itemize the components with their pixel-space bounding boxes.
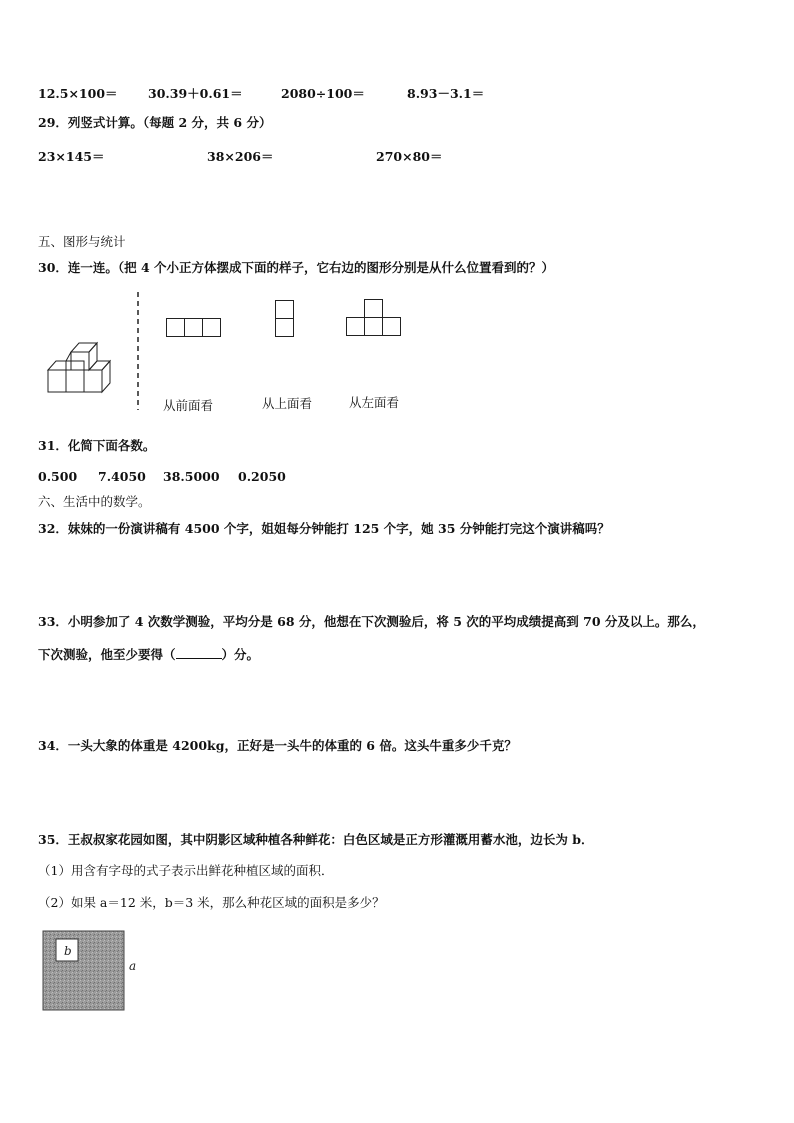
q35-sub-2: （2）如果 a＝12 米，b＝3 米，那么种花区域的面积是多少？ — [38, 895, 385, 910]
q29-item-1: 23×145＝ — [38, 149, 105, 164]
q31-number-2: 7.4050 — [98, 469, 146, 484]
dashed-divider — [136, 292, 140, 410]
q29-item-3: 270×80＝ — [376, 149, 443, 164]
q31-number-1: 0.500 — [38, 469, 78, 484]
calc-item-1: 12.5×100＝ — [38, 86, 118, 101]
q32-text: 32．妹妹的一份演讲稿有 4500 个字，姐姐每分钟能打 125 个字，她 35 分钟能打完这个演讲稿吗？ — [38, 521, 610, 536]
q31-number-4: 0.2050 — [238, 469, 286, 484]
q31-number-3: 38.5000 — [163, 469, 220, 484]
calc-item-3: 2080÷100＝ — [281, 86, 365, 101]
q29-title: 29．列竖式计算。（每题 2 分，共 6 分） — [38, 115, 272, 130]
view-label-top: 从上面看 — [262, 396, 313, 411]
q33-line-2-after: ）分。 — [221, 647, 260, 662]
q33-line-2-before: 下次测验，他至少要得（ — [38, 647, 176, 662]
view-top-shape — [275, 300, 295, 340]
answer-blank[interactable] — [176, 658, 222, 659]
calc-item-4: 8.93－3.1＝ — [407, 86, 485, 101]
garden-label-a: a — [129, 959, 137, 973]
view-left-shape — [346, 299, 402, 339]
q34-text: 34．一头大象的体重是 4200kg，正好是一头牛的体重的 6 倍。这头牛重多少千克？ — [38, 738, 517, 753]
calc-item-2: 30.39＋0.61＝ — [148, 86, 243, 101]
q33-line-1: 33．小明参加了 4 次数学测验，平均分是 68 分，他想在下次测验后，将 5 次的平均成绩提高到 70 分及以上。那么， — [38, 614, 705, 629]
section-5-heading: 五、图形与统计 — [38, 234, 126, 249]
section-6-heading: 六、生活中的数学。 — [38, 494, 151, 509]
q30-title: 30．连一连。（把 4 个小正方体摆成下面的样子，它右边的图形分别是从什么位置看到的？） — [38, 260, 555, 275]
cube-stack-figure — [44, 337, 124, 397]
q31-title: 31．化简下面各数。 — [38, 438, 156, 453]
q35-sub-1: （1）用含有字母的式子表示出鲜花种植区域的面积． — [38, 863, 334, 878]
q35-line-1: 35．王叔叔家花园如图，其中阴影区域种植各种鲜花：白色区域是正方形灌溉用蓄水池，边长为 b． — [38, 832, 594, 847]
view-front-shape — [166, 318, 222, 338]
q33-line-2 — [38, 647, 259, 663]
garden-figure — [42, 930, 152, 1012]
q29-item-2: 38×206＝ — [207, 149, 274, 164]
view-label-left: 从左面看 — [349, 395, 400, 410]
garden-label-b: b — [64, 944, 72, 958]
view-label-front: 从前面看 — [163, 398, 214, 413]
